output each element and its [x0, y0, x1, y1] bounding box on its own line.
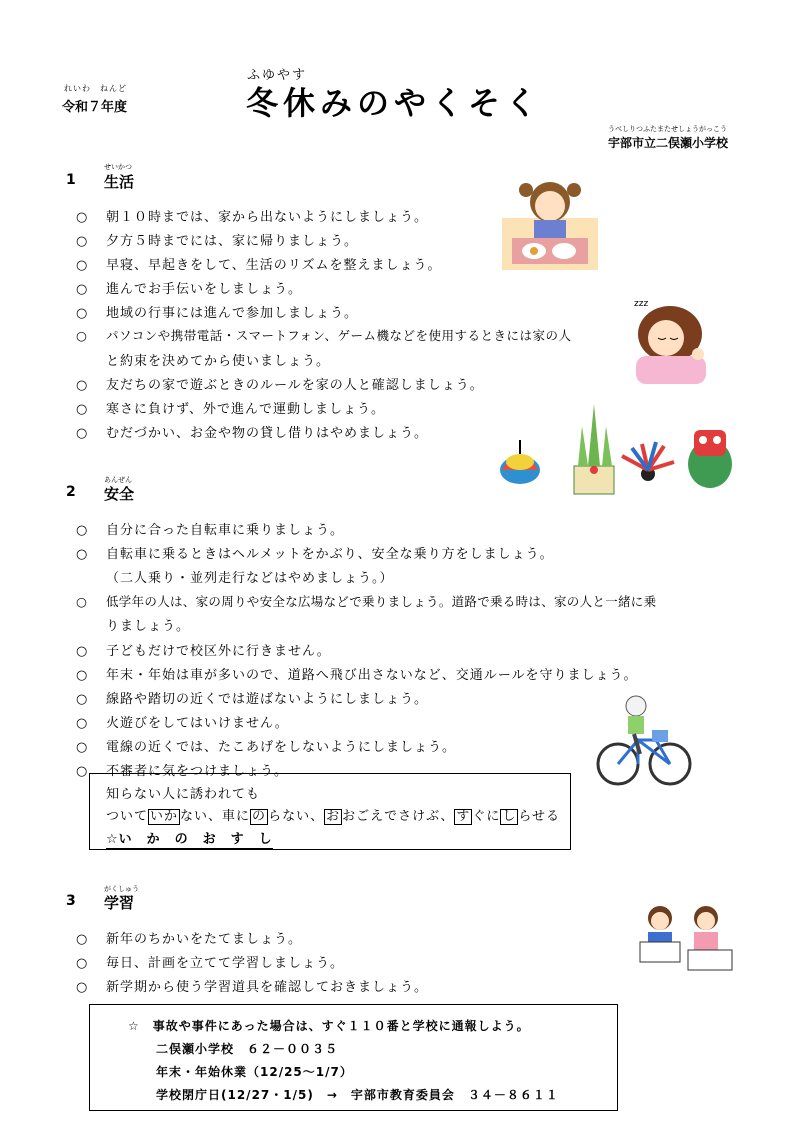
list-item: ○ 低学年の人は、家の周りや安全な広場などで乗りましょう。道路で乗る時は、家の人と一緒に乗: [76, 594, 657, 609]
contact-school-phone: 二俣瀬小学校 ６２－００３５: [156, 1042, 339, 1056]
ikanoosushi-line-1: 知らない人に誘われても: [106, 787, 261, 802]
sleeping-girl-illustration: [626, 294, 712, 386]
list-item: ○ 新学期から使う学習道具を確認しておきましょう。: [76, 980, 429, 995]
list-item: ○ 火遊びをしてはいけません。: [76, 716, 289, 731]
list-item: ○ 地域の行事には進んで参加しましょう。: [76, 306, 359, 321]
ikanoosushi-box: [89, 773, 571, 850]
list-item: ○ パソコンや携帯電話・スマートフォン、ゲーム機などを使用するときには家の人: [76, 328, 572, 343]
section-2-number: 2: [66, 484, 76, 500]
list-item: ○ 夕方５時までには、家に帰りましょう。: [76, 234, 359, 249]
list-item: ○ 早寝、早起きをして、生活のリズムを整えましょう。: [76, 258, 442, 273]
list-item: ○ むだづかい、お金や物の貸し借りはやめましょう。: [76, 426, 429, 441]
new-year-items-illustration: [498, 400, 738, 498]
girl-eating-illustration: [498, 176, 602, 274]
contact-holiday: 年末・年始休業（12/25～1/7）: [156, 1065, 353, 1079]
list-item-continuation: りましょう。: [106, 619, 191, 634]
bicycle-illustration: [594, 690, 692, 790]
list-item: ○ 新年のちかいをたてましょう。: [76, 932, 303, 947]
list-item-continuation: と約束を決めてから使いましょう。: [106, 354, 331, 369]
contact-box: [89, 1004, 618, 1111]
section-1-number: 1: [66, 172, 76, 188]
ikanoosushi-slogan: ☆い か の お す し: [106, 832, 273, 847]
section-1-title: 生活: [104, 173, 135, 191]
list-item: ○ 進んでお手伝いをしましょう。: [76, 282, 303, 297]
list-item: ○ 寒さに負けず、外で進んで運動しましょう。: [76, 402, 385, 417]
era-label: 令和７年度: [62, 100, 128, 115]
era-ruby: れいわ ねんど: [64, 84, 127, 93]
svg-text:zzz: zzz: [634, 299, 649, 309]
studying-children-illustration: [632, 902, 736, 974]
section-1-ruby: せいかつ: [104, 163, 132, 171]
list-item: ○ 不審者に気をつけましょう。: [76, 764, 289, 779]
list-item: ○ 朝１０時までは、家から出ないようにしましょう。: [76, 210, 429, 225]
section-2-title: 安全: [104, 485, 135, 503]
list-item: ○ 毎日、計画を立てて学習しましょう。: [76, 956, 345, 971]
school-name: 宇部市立二俣瀬小学校: [608, 136, 729, 150]
list-item-continuation: （二人乗り・並列走行などはやめましょう。）: [106, 571, 394, 586]
ikanoosushi-line-2: ついて いか ない、車に の らない、 お おごえでさけぶ、 す ぐに し らせる: [106, 809, 561, 824]
list-item: ○ 子どもだけで校区外に行きません。: [76, 644, 331, 659]
list-item: ○ 線路や踏切の近くでは遊ばないようにしましょう。: [76, 692, 429, 707]
section-2-ruby: あんぜん: [104, 476, 132, 484]
contact-lead: ☆ 事故や事件にあった場合は、すぐ１１０番と学校に通報しよう。: [128, 1019, 530, 1033]
list-item: ○ 自分に合った自転車に乗りましょう。: [76, 523, 345, 538]
list-item: ○ 友だちの家で遊ぶときのルールを家の人と確認しましょう。: [76, 378, 484, 393]
contact-closed-days: 学校閉庁日(12/27・1/5) → 宇部市教育委員会 ３４－８６１１: [156, 1088, 559, 1102]
list-item: ○ 自転車に乗るときはヘルメットをかぶり、安全な乗り方をしましょう。: [76, 547, 554, 562]
section-3-title: 学習: [104, 894, 135, 912]
section-3-number: 3: [66, 893, 76, 909]
page-title: 冬休みのやくそく: [246, 84, 543, 122]
title-ruby: ふゆやす: [247, 68, 308, 83]
list-item: ○ 年末・年始は車が多いので、道路へ飛び出さないなど、交通ルールを守りましょう。: [76, 668, 638, 683]
school-ruby: うべしりつふたまたせしょうがっこう: [608, 125, 727, 133]
list-item: ○ 電線の近くでは、たこあげをしないようにしましょう。: [76, 740, 457, 755]
section-3-ruby: がくしゅう: [104, 885, 139, 893]
